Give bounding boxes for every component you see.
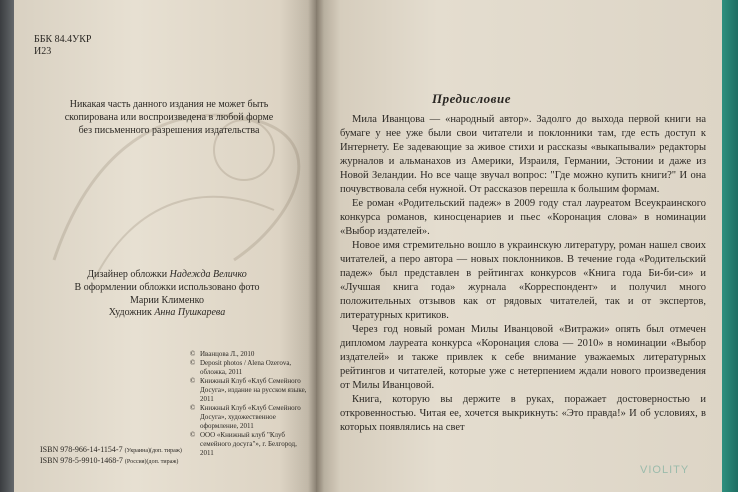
notice-line: Никакая часть данного издания не может быть	[69, 99, 269, 110]
preface-text	[340, 113, 706, 435]
copyright-symbol: ©	[190, 404, 196, 412]
artist-label: Художник	[108, 307, 155, 318]
copyright-list	[190, 350, 310, 458]
artist-name: Анна Пушкарева	[154, 307, 226, 318]
paragraph: Через год новый роман Милы Иванцовой «Витражи» опять был отмечен дипломом лауреата конкурса «Коронация слова — 2010» в номинации «Выбор издателей» и также привлек к себе внимание уважаемых литературных рейтингов и читателей, которые уже с нетерпением ждали нового произведения от Милы Иванцовой.	[340, 324, 706, 391]
photographer-name: Марии Клименко	[129, 295, 204, 306]
show-through-cover-ornament-icon	[34, 60, 314, 300]
book-cover-edge	[722, 0, 738, 492]
copyright-symbol: ©	[190, 431, 196, 439]
paragraph: Мила Иванцова — «народный автор». Задолго до выхода первой книги на бумаге у нее уже были свои читатели и поклонники там, где есть доступ к Интернету. Ее задевающие за живое стихи и рассказы «выкапывали» редакторы журналов и альманахов из Америки, Израиля, Германии, Эстонии и даже из Новой Зеландии. Но все чаще звучал вопрос: "Где можно купить книги?" И она почувствовала себя нужной. От рассказов перешла к большим формам.	[340, 114, 706, 195]
copyright-symbol: ©	[190, 377, 196, 385]
isbn-note: (Украина)(доп. тираж)	[124, 448, 182, 454]
chapter-title: Предисловие	[432, 91, 511, 106]
copyright-text: Deposit photos / Alena Ozerova, обложка, 2011	[200, 359, 292, 376]
copyright-entry	[190, 404, 310, 431]
watermark: VIOLITY	[640, 464, 690, 476]
copyright-symbol: ©	[190, 350, 196, 358]
photo-credit: В оформлении обложки использовано фото	[74, 282, 260, 293]
copyright-entry	[190, 350, 310, 359]
isbn-number: ISBN 978-966-14-1154-7	[40, 445, 123, 454]
bbk-classification	[34, 34, 91, 58]
book-gutter	[308, 0, 324, 492]
designer-name: Надежда Величко	[169, 269, 247, 280]
designer-credit	[36, 268, 298, 281]
notice-line: скопирована или воспроизведена в любой форме	[64, 112, 274, 123]
designer-label: Дизайнер обложки	[87, 269, 170, 280]
isbn-note: (Россия)(доп. тираж)	[124, 459, 179, 465]
copyright-entry	[190, 377, 310, 404]
copyright-text: Книжный Клуб «Клуб Семейного Досуга», художественное оформление, 2011	[200, 404, 301, 430]
copyright-symbol: ©	[190, 359, 196, 367]
notice-line: без письменного разрешения издательства	[78, 125, 260, 136]
artist-credit	[36, 306, 298, 319]
paragraph: Книга, которую вы держите в руках, поражает достоверностью и откровенностью. Читая ее, хочется выкрикнуть: «Это правда!» И об условиях, в которых появлялись на свет	[340, 394, 706, 433]
author-mark: И23	[34, 46, 52, 57]
paragraph: Ее роман «Родительский падеж» в 2009 году стал лауреатом Всеукраинского конкурса романов, киносценариев и пьес «Коронация слова» в номинации «Выбор издателей».	[340, 198, 706, 237]
copyright-text: Иванцова Л., 2010	[200, 350, 255, 358]
isbn-russia	[40, 456, 182, 467]
copyright-text: Книжный Клуб «Клуб Семейного Досуга», издание на русском языке, 2011	[200, 377, 307, 403]
isbn-number: ISBN 978-5-9910-1468-7	[40, 456, 123, 465]
copyright-entry	[190, 359, 310, 377]
reproduction-notice	[48, 98, 290, 137]
isbn-block	[40, 445, 182, 467]
copyright-entry	[190, 431, 310, 458]
bbk-code: ББК 84.4УКР	[34, 34, 92, 45]
paragraph: Новое имя стремительно вошло в украинскую литературу, роман нашел своих читателей, а перо автора — новых поклонников. В течение года «Родительский падеж» был представлен в рейтингах конкурсов «Книга года Би-би-си» и «Лучшая книга года» журнала «Корреспондент» и получил много положительных отзывов как от рядовых читателей, так и от экспертов, литературных критиков.	[340, 240, 706, 321]
isbn-ukraine	[40, 445, 182, 456]
copyright-text: ООО «Книжный клуб "Клуб семейного досуга"», г. Белгород, 2011	[200, 431, 297, 457]
cover-credits	[36, 268, 298, 307]
